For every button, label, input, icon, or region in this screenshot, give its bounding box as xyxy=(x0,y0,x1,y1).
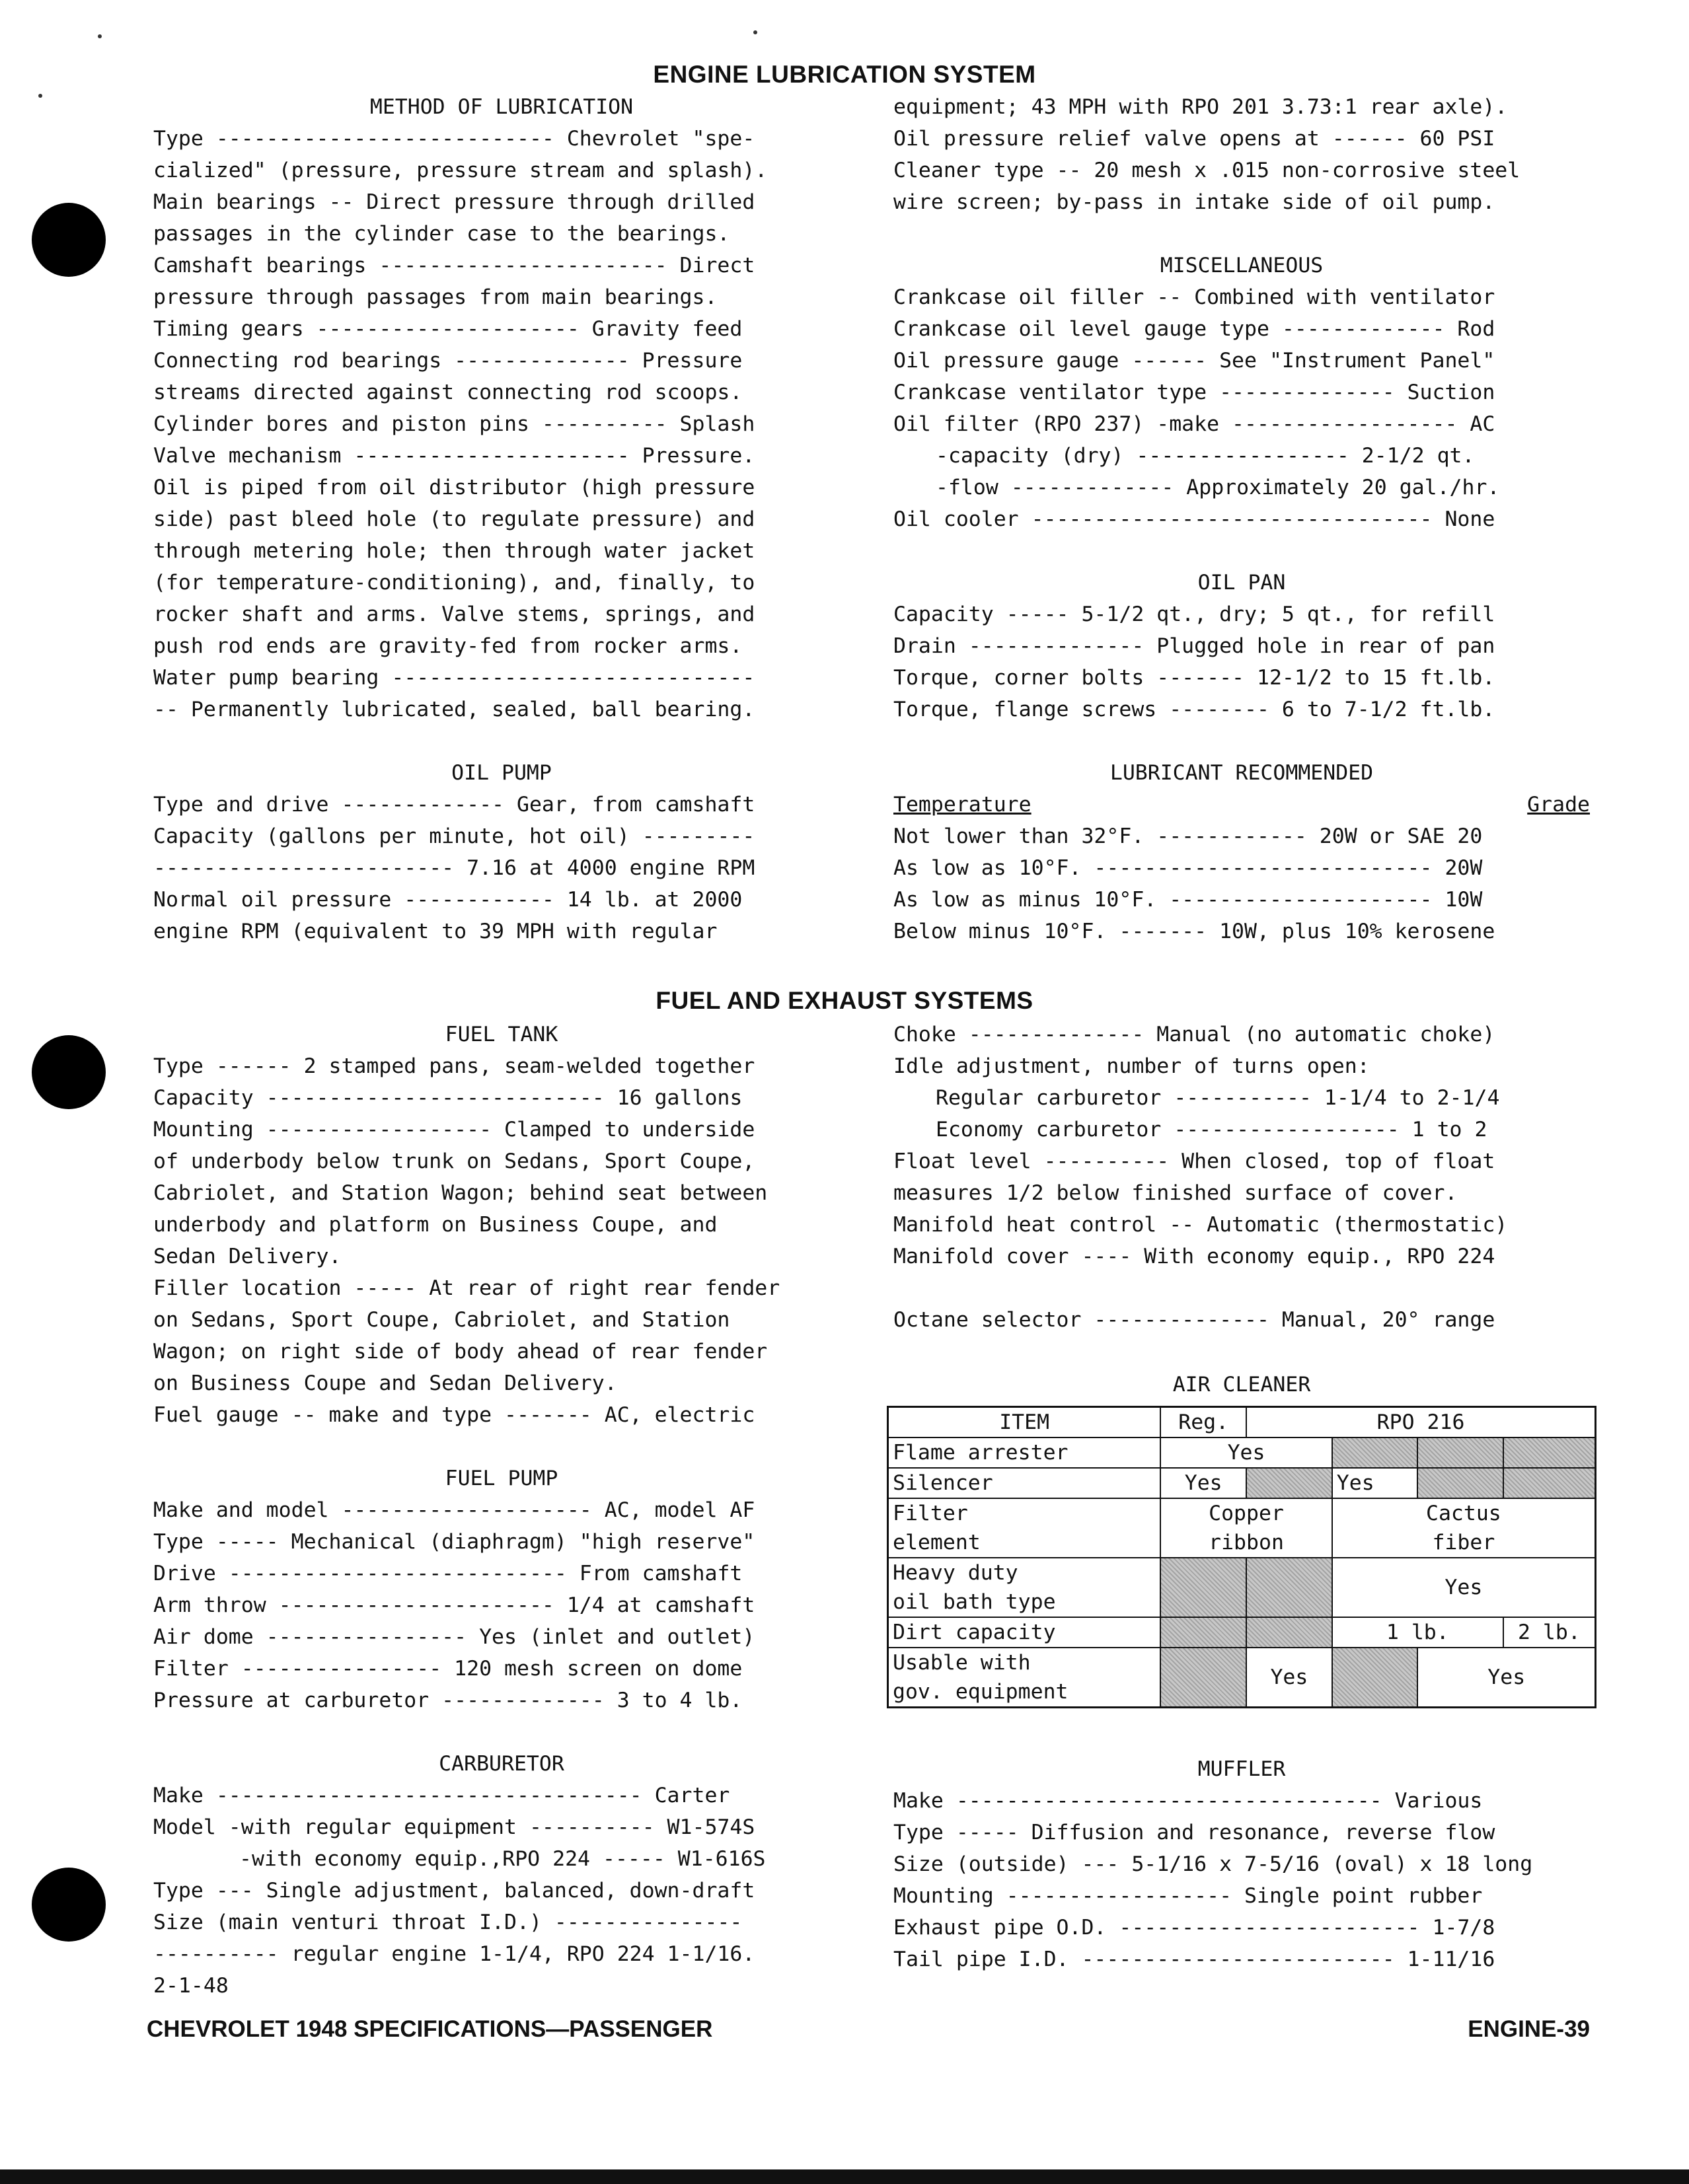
text-line: on Business Coupe and Sedan Delivery. xyxy=(153,1371,617,1395)
text-line: Mounting ------------------ Clamped to underside xyxy=(153,1118,755,1142)
oil-pump-heading: OIL PUMP xyxy=(451,761,552,785)
text-line: Capacity ----- 5-1/2 qt., dry; 5 qt., for refill xyxy=(893,602,1495,626)
table-row xyxy=(888,1407,1596,1438)
text-line: Capacity (gallons per minute, hot oil) --------- xyxy=(153,824,755,848)
text-line: Model -with regular equipment ---------- W1-574S xyxy=(153,1815,755,1839)
text-line: Arm throw ---------------------- 1/4 at camshaft xyxy=(153,1593,755,1617)
table-cell: Yes xyxy=(1160,1468,1246,1498)
scan-speck xyxy=(98,34,102,38)
row-label-line: Heavy duty xyxy=(893,1561,1018,1585)
text-line: Manifold cover ---- With economy equip., RPO 224 xyxy=(893,1245,1495,1268)
text-line: Choke -------------- Manual (no automatic choke) xyxy=(893,1023,1495,1046)
shaded-cell xyxy=(1332,1648,1418,1708)
cell-line: Cactus xyxy=(1425,1502,1501,1525)
text-line: Size (main venturi throat I.D.) --------------- xyxy=(153,1911,743,1934)
text-line: Pressure at carburetor ------------- 3 to 4 lb. xyxy=(153,1689,743,1712)
cell-line: ribbon xyxy=(1209,1531,1284,1554)
text-line: Float level ---------- When closed, top of float xyxy=(893,1149,1495,1173)
table-cell xyxy=(1332,1498,1596,1558)
muffler-heading: MUFFLER xyxy=(1197,1757,1286,1781)
shaded-cell xyxy=(1417,1468,1503,1498)
table-cell: 2 lb. xyxy=(1503,1617,1596,1648)
text-line: rocker shaft and arms. Valve stems, springs, and xyxy=(153,602,755,626)
text-line: Idle adjustment, number of turns open: xyxy=(893,1054,1370,1078)
text-line: Type ----- Diffusion and resonance, reverse flow xyxy=(893,1821,1495,1844)
table-row xyxy=(888,1617,1596,1648)
text-line: -flow ------------- Approximately 20 gal./hr. xyxy=(936,476,1500,499)
text-line: through metering hole; then through water jacket xyxy=(153,539,755,563)
text-line: Oil pressure gauge ------ See "Instrument Panel" xyxy=(893,349,1495,373)
muffler-section xyxy=(893,1753,1590,1975)
table-cell: Yes xyxy=(1332,1468,1418,1498)
text-line: Type and drive ------------- Gear, from camshaft xyxy=(153,793,755,817)
text-line: -capacity (dry) ----------------- 2-1/2 qt. xyxy=(936,444,1475,468)
fuel-right-column xyxy=(893,1019,1590,1399)
table-cell: 1 lb. xyxy=(1332,1617,1503,1648)
text-line: Oil cooler -------------------------------- None xyxy=(893,507,1495,531)
text-line: pressure through passages from main bearings. xyxy=(153,285,718,309)
shaded-cell xyxy=(1503,1468,1596,1498)
table-row xyxy=(888,1498,1596,1558)
reg-header: Reg. xyxy=(1160,1407,1246,1438)
text-line: Filter ---------------- 120 mesh screen on dome xyxy=(153,1657,743,1681)
row-label xyxy=(888,1648,1161,1708)
rpo216-header: RPO 216 xyxy=(1246,1407,1595,1438)
text-line: underbody and platform on Business Coupe, and xyxy=(153,1213,718,1237)
text-line: engine RPM (equivalent to 39 MPH with regular xyxy=(153,920,718,943)
grade-header: Grade xyxy=(1527,793,1590,817)
fuel-exhaust-title: FUEL AND EXHAUST SYSTEMS xyxy=(656,987,1033,1014)
text-line: Oil filter (RPO 237) -make ------------------ AC xyxy=(893,412,1495,436)
text-line: Type --- Single adjustment, balanced, down-draft xyxy=(153,1879,755,1903)
lube-left-column xyxy=(153,91,850,947)
air-cleaner-table xyxy=(887,1406,1596,1708)
cell-line: fiber xyxy=(1432,1531,1495,1554)
table-cell: Yes xyxy=(1332,1558,1596,1617)
text-line: Type --------------------------- Chevrolet "spe- xyxy=(153,127,755,151)
table-row xyxy=(888,1558,1596,1617)
scan-speck xyxy=(38,94,42,98)
text-line: Filler location ----- At rear of right rear fender xyxy=(153,1276,780,1300)
lubrication-title: ENGINE LUBRICATION SYSTEM xyxy=(653,61,1036,88)
text-line: Type ------ 2 stamped pans, seam-welded together xyxy=(153,1054,755,1078)
shaded-cell xyxy=(1160,1648,1246,1708)
air-cleaner-heading: AIR CLEANER xyxy=(1172,1373,1311,1397)
shaded-cell xyxy=(1246,1558,1332,1617)
text-line: Oil pressure relief valve opens at ------ 60 PSI xyxy=(893,127,1495,151)
row-label-line: Usable with xyxy=(893,1651,1031,1675)
text-line: Torque, flange screws -------- 6 to 7-1/2 ft.lb. xyxy=(893,698,1495,721)
binder-hole xyxy=(32,203,106,277)
carburetor-heading: CARBURETOR xyxy=(439,1752,564,1776)
table-cell: Yes xyxy=(1417,1648,1595,1708)
text-line: Type ----- Mechanical (diaphragm) "high reserve" xyxy=(153,1530,755,1554)
row-label: Flame arrester xyxy=(888,1438,1161,1468)
table-cell xyxy=(1160,1498,1332,1558)
cell-line: Copper xyxy=(1209,1502,1284,1525)
binder-hole xyxy=(32,1868,106,1942)
row-label-line: gov. equipment xyxy=(893,1680,1069,1704)
temperature-header: Temperature xyxy=(893,793,1032,817)
text-line: Crankcase oil level gauge type ------------- Rod xyxy=(893,317,1495,341)
text-line: Cylinder bores and piston pins ---------- Splash xyxy=(153,412,755,436)
page-number: ENGINE-39 xyxy=(1468,2016,1590,2042)
text-line: passages in the cylinder case to the bearings. xyxy=(153,222,730,246)
text-line: Drain -------------- Plugged hole in rear of pan xyxy=(893,634,1495,658)
table-row xyxy=(888,1468,1596,1498)
row-label-line: oil bath type xyxy=(893,1590,1056,1614)
text-line: Tail pipe I.D. ------------------------- 1-11/16 xyxy=(893,1947,1495,1971)
table-row xyxy=(888,1648,1596,1708)
text-line: Air dome ---------------- Yes (inlet and outlet) xyxy=(153,1625,755,1649)
shaded-cell xyxy=(1503,1438,1596,1468)
text-line: Octane selector -------------- Manual, 20° range xyxy=(893,1308,1495,1332)
text-line: equipment; 43 MPH with RPO 201 3.73:1 rear axle). xyxy=(893,95,1508,119)
scan-edge xyxy=(0,2169,1689,2184)
footer-title: CHEVROLET 1948 SPECIFICATIONS—PASSENGER xyxy=(147,2016,713,2042)
lubricant-table-header xyxy=(893,789,1590,820)
text-line: Connecting rod bearings -------------- Pressure xyxy=(153,349,743,373)
text-line: cialized" (pressure, pressure stream and splash). xyxy=(153,159,768,182)
text-line: Crankcase oil filler -- Combined with ventilator xyxy=(893,285,1495,309)
text-line: Exhaust pipe O.D. ------------------------ 1-7/8 xyxy=(893,1916,1495,1940)
text-line: push rod ends are gravity-fed from rocker arms. xyxy=(153,634,743,658)
text-line: Mounting ------------------ Single point rubber xyxy=(893,1884,1483,1908)
text-line: Make ---------------------------------- Carter xyxy=(153,1784,730,1807)
table-cell: Yes xyxy=(1246,1648,1332,1708)
text-line: As low as 10°F. --------------------------- 20W xyxy=(893,856,1483,880)
text-line: Regular carburetor ----------- 1-1/4 to 2-1/4 xyxy=(936,1086,1500,1110)
text-line: Normal oil pressure ------------ 14 lb. at 2000 xyxy=(153,888,743,912)
text-line: Not lower than 32°F. ------------ 20W or SAE 20 xyxy=(893,824,1483,848)
text-line: Below minus 10°F. ------- 10W, plus 10% kerosene xyxy=(893,920,1495,943)
text-line: side) past bleed hole (to regulate pressure) and xyxy=(153,507,755,531)
text-line: wire screen; by-pass in intake side of oil pump. xyxy=(893,190,1495,214)
binder-hole xyxy=(32,1035,106,1109)
row-label-line: Filter xyxy=(893,1502,968,1525)
text-line: Main bearings -- Direct pressure through drilled xyxy=(153,190,755,214)
text-line: Oil is piped from oil distributor (high pressure xyxy=(153,476,755,499)
shaded-cell xyxy=(1246,1468,1332,1498)
row-label: Dirt capacity xyxy=(888,1617,1161,1648)
shaded-cell xyxy=(1160,1617,1246,1648)
text-line: Crankcase ventilator type -------------- Suction xyxy=(893,381,1495,404)
lube-right-column xyxy=(893,91,1590,947)
table-cell: Yes xyxy=(1160,1438,1332,1468)
revision-date: 2-1-48 xyxy=(153,1974,229,1998)
fuel-tank-heading: FUEL TANK xyxy=(445,1023,558,1046)
text-line: streams directed against connecting rod scoops. xyxy=(153,381,743,404)
text-line: As low as minus 10°F. --------------------- 10W xyxy=(893,888,1483,912)
shaded-cell xyxy=(1246,1617,1332,1648)
method-heading: METHOD OF LUBRICATION xyxy=(369,95,634,119)
text-line: ---------- regular engine 1-1/4, RPO 224 1-1/16. xyxy=(153,1942,755,1966)
misc-heading: MISCELLANEOUS xyxy=(1160,254,1324,277)
text-line: Sedan Delivery. xyxy=(153,1245,342,1268)
row-label-line: element xyxy=(893,1531,981,1554)
fuel-left-column xyxy=(153,1019,850,2002)
text-line: Camshaft bearings ----------------------- Direct xyxy=(153,254,755,277)
text-line: Make and model -------------------- AC, model AF xyxy=(153,1498,755,1522)
text-line: Wagon; on right side of body ahead of rear fender xyxy=(153,1340,768,1364)
text-line: Fuel gauge -- make and type ------- AC, electric xyxy=(153,1403,755,1427)
oil-pan-heading: OIL PAN xyxy=(1197,571,1286,595)
text-line: Torque, corner bolts ------- 12-1/2 to 15 ft.lb. xyxy=(893,666,1495,690)
shaded-cell xyxy=(1160,1558,1246,1617)
fuel-pump-heading: FUEL PUMP xyxy=(445,1467,558,1490)
text-line: measures 1/2 below finished surface of cover. xyxy=(893,1181,1458,1205)
text-line: on Sedans, Sport Coupe, Cabriolet, and Station xyxy=(153,1308,730,1332)
lubricant-heading: LUBRICANT RECOMMENDED xyxy=(1109,761,1374,785)
row-label xyxy=(888,1558,1161,1617)
text-line: Timing gears --------------------- Gravity feed xyxy=(153,317,743,341)
scan-speck xyxy=(753,30,757,34)
text-line: Valve mechanism ---------------------- Pressure. xyxy=(153,444,755,468)
text-line: (for temperature-conditioning), and, finally, to xyxy=(153,571,755,595)
text-line: Size (outside) --- 5-1/16 x 7-5/16 (oval) x 18 long xyxy=(893,1852,1533,1876)
shaded-cell xyxy=(1332,1438,1418,1468)
shaded-cell xyxy=(1417,1438,1503,1468)
text-line: of underbody below trunk on Sedans, Sport Coupe, xyxy=(153,1149,755,1173)
item-header: ITEM xyxy=(888,1407,1161,1438)
text-line: ------------------------ 7.16 at 4000 engine RPM xyxy=(153,856,755,880)
text-line: Cabriolet, and Station Wagon; behind seat between xyxy=(153,1181,768,1205)
text-line: -with economy equip.,RPO 224 ----- W1-616S xyxy=(239,1847,766,1871)
text-line: Water pump bearing ----------------------------- xyxy=(153,666,755,690)
text-line: Cleaner type -- 20 mesh x .015 non-corrosive steel xyxy=(893,159,1520,182)
text-line: Economy carburetor ------------------ 1 to 2 xyxy=(936,1118,1487,1142)
row-label xyxy=(888,1498,1161,1558)
table-row xyxy=(888,1438,1596,1468)
text-line: Make ---------------------------------- Various xyxy=(893,1789,1483,1813)
text-line: Capacity --------------------------- 16 gallons xyxy=(153,1086,743,1110)
row-label: Silencer xyxy=(888,1468,1161,1498)
text-line: Manifold heat control -- Automatic (thermostatic) xyxy=(893,1213,1508,1237)
text-line: Drive --------------------------- From camshaft xyxy=(153,1562,743,1585)
text-line: -- Permanently lubricated, sealed, ball bearing. xyxy=(153,698,755,721)
